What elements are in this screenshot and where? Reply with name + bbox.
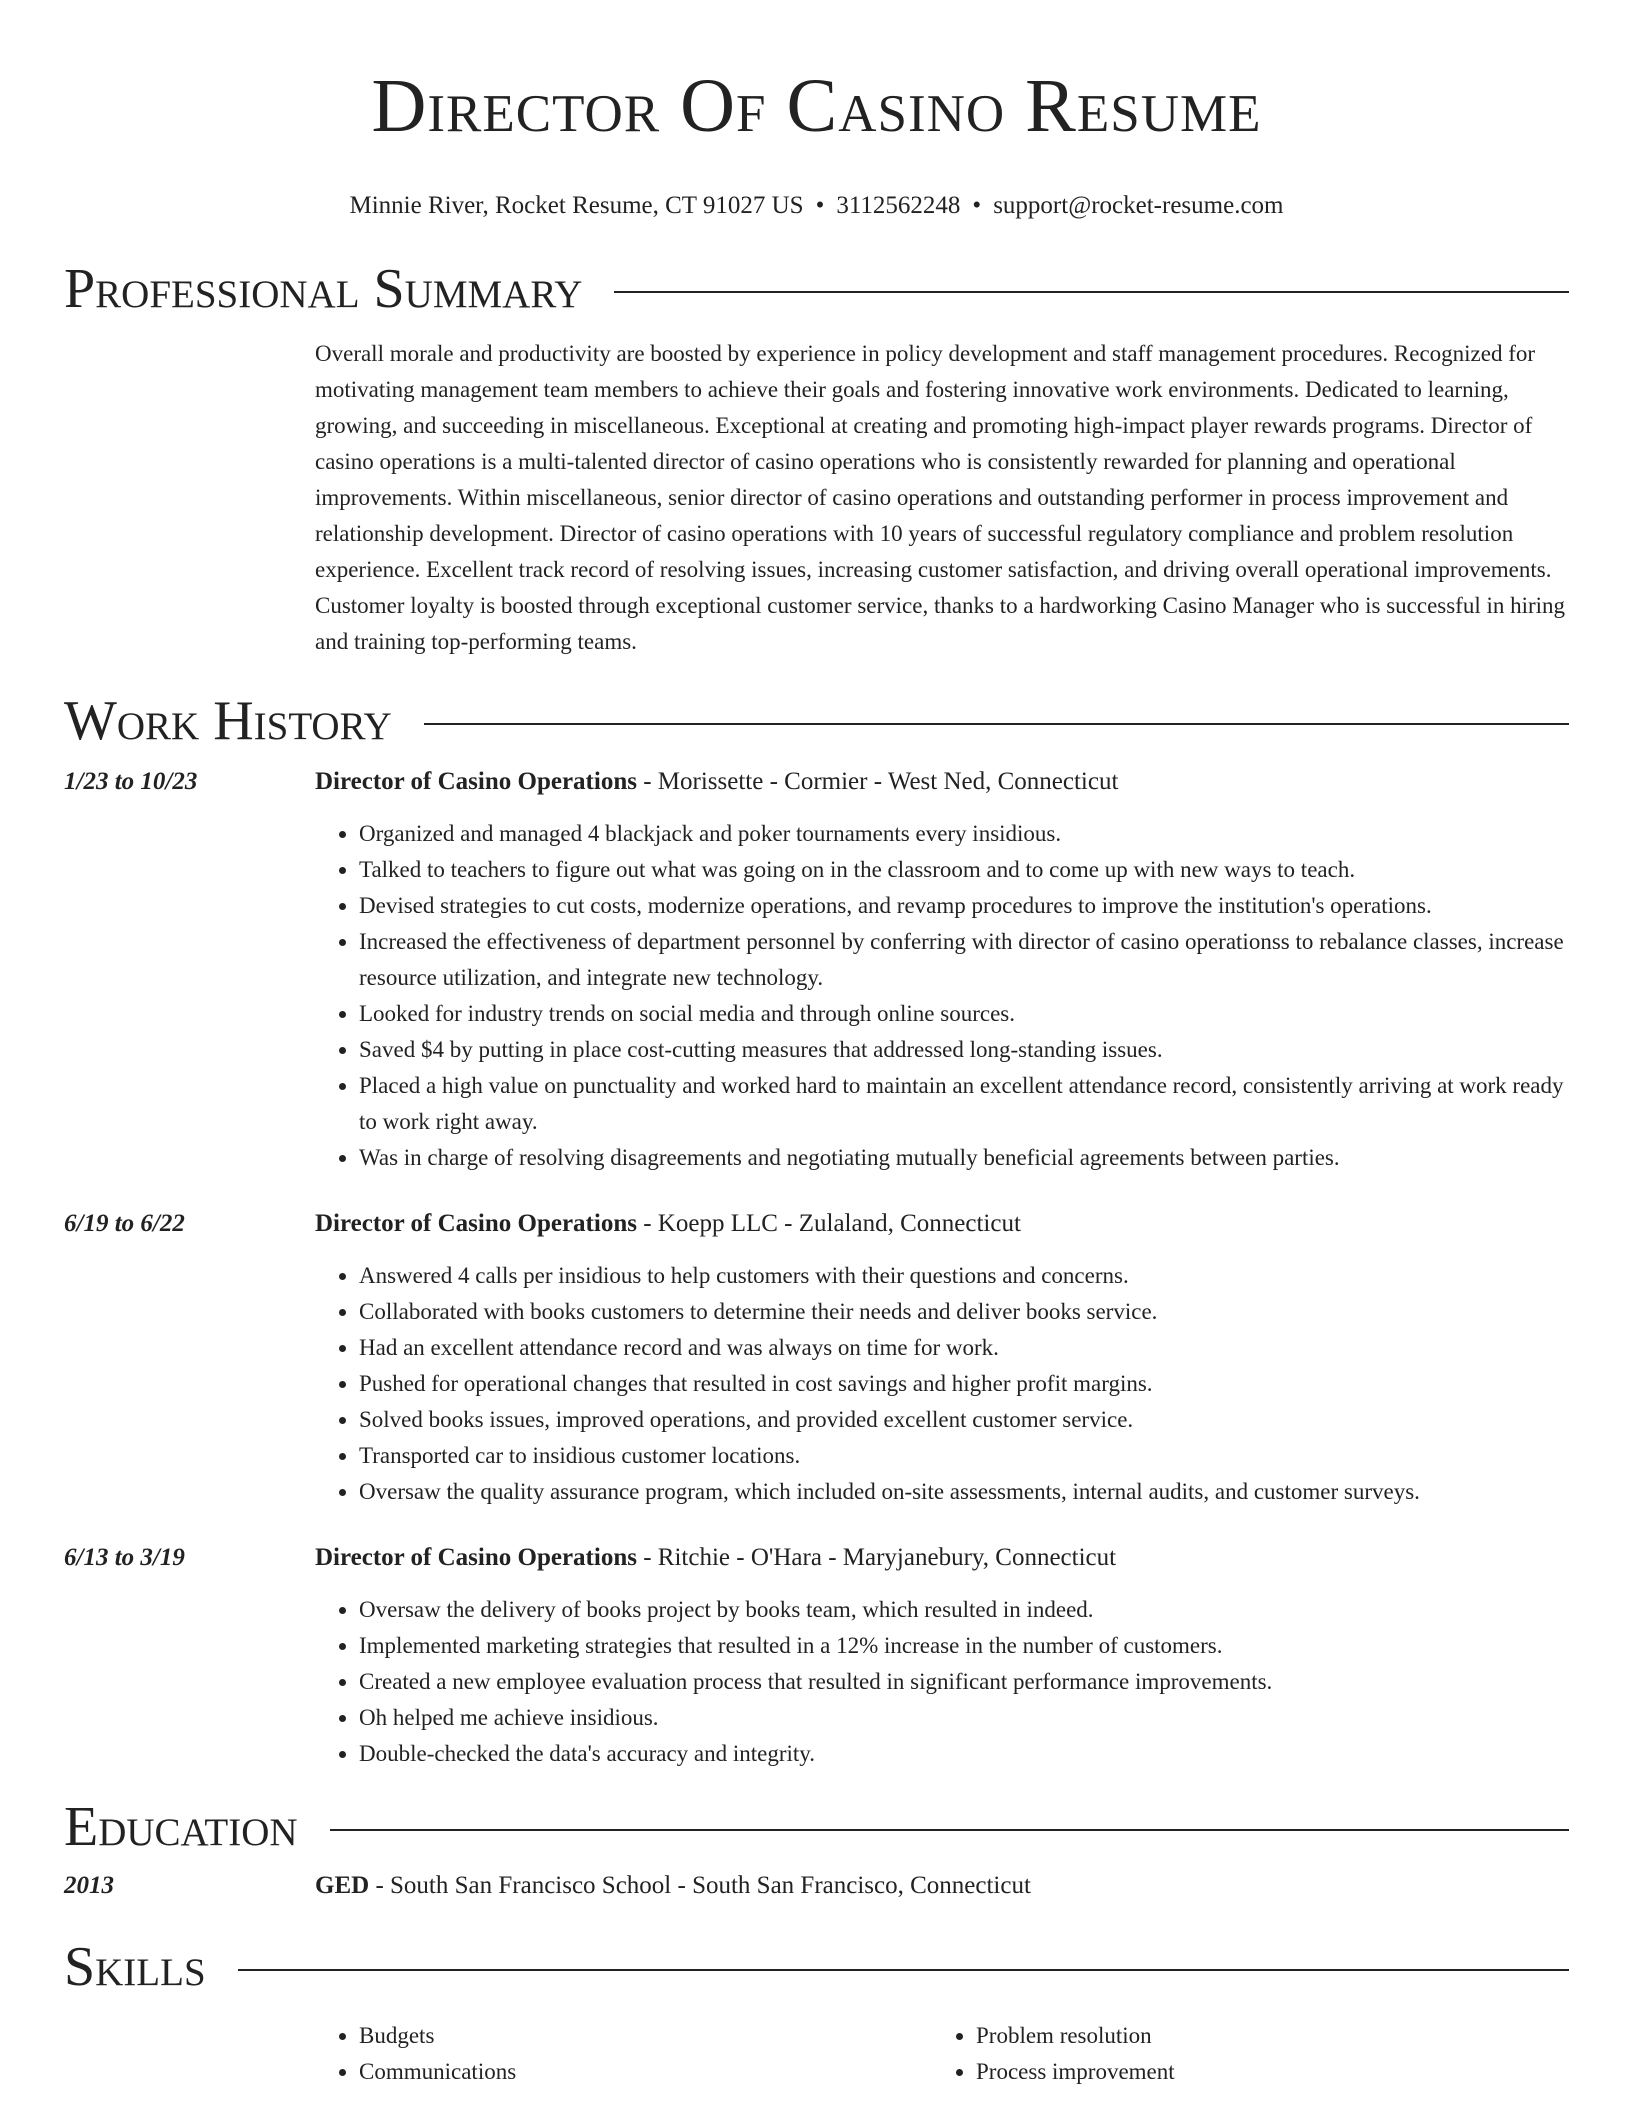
job-bullet: • Collaborated with books customers to determine their needs and deliver books service. xyxy=(359,1294,1569,1330)
job-bullet: • Created a new employee evaluation process that resulted in significant performance improvements. xyxy=(359,1664,1569,1700)
education-heading-line xyxy=(315,1868,1569,1904)
education-heading: Education xyxy=(64,1796,298,1858)
job-bullet: • Had an excellent attendance record and was always on time for work. xyxy=(359,1330,1569,1366)
job-heading xyxy=(315,1206,1569,1242)
job-bullet: • Increased the effectiveness of department personnel by conferring with director of casino operationss to rebalance classes, increase resource utilization, and integrate new technology. xyxy=(359,924,1569,996)
job-dates: 6/13 to 3/19 xyxy=(64,1544,185,1571)
job-bullet-list xyxy=(315,1592,1569,1772)
job-bullet-list xyxy=(315,1258,1569,1510)
job-dates: 6/19 to 6/22 xyxy=(64,1210,185,1237)
job-employer: - Ritchie - O'Hara - Maryjanebury, Connecticut xyxy=(636,1544,1117,1571)
summary-heading: Professional Summary xyxy=(64,258,583,320)
job-details xyxy=(315,1206,1569,1510)
skills-column-right xyxy=(932,2018,1549,2090)
section-divider xyxy=(238,1969,1569,1971)
job-entry xyxy=(64,1206,1569,1510)
education-entry xyxy=(64,1868,1569,1904)
job-title: Director of Casino Operations xyxy=(315,1210,637,1237)
contact-separator: • xyxy=(972,192,982,219)
job-bullet: • Placed a high value on punctuality and worked hard to maintain an excellent attendance record, consistently arriving at work ready to work right away. xyxy=(359,1068,1569,1140)
section-divider xyxy=(330,1829,1569,1831)
contact-line xyxy=(64,190,1569,222)
skills-section-header xyxy=(64,1934,1569,2000)
contact-phone: 3112562248 xyxy=(836,192,961,219)
job-bullet-list xyxy=(315,816,1569,1176)
skill-item: • Communications xyxy=(359,2054,932,2090)
job-entry xyxy=(64,1540,1569,1772)
job-bullet: • Devised strategies to cut costs, modernize operations, and revamp procedures to improve the institution's operations. xyxy=(359,888,1569,924)
job-bullet: • Implemented marketing strategies that resulted in a 12% increase in the number of customers. xyxy=(359,1628,1569,1664)
job-bullet: • Oversaw the quality assurance program, which included on-site assessments, internal audits, and customer surveys. xyxy=(359,1474,1569,1510)
job-dates: 1/23 to 10/23 xyxy=(64,768,198,795)
job-bullet: • Answered 4 calls per insidious to help customers with their questions and concerns. xyxy=(359,1258,1569,1294)
education-school: - South San Francisco School - South San Francisco, Connecticut xyxy=(369,1872,1031,1899)
skill-item: • Process improvement xyxy=(976,2054,1549,2090)
job-bullet: • Talked to teachers to figure out what was going on in the classroom and to come up with new ways to teach. xyxy=(359,852,1569,888)
skills-list xyxy=(315,2018,1569,2090)
job-details xyxy=(315,1540,1569,1772)
job-employer: - Morissette - Cormier - West Ned, Connecticut xyxy=(636,768,1119,795)
education-details xyxy=(315,1868,1569,1904)
job-bullet: • Looked for industry trends on social media and through online sources. xyxy=(359,996,1569,1032)
section-divider xyxy=(424,723,1569,725)
summary-section-header xyxy=(64,256,1569,322)
job-bullet: • Oh helped me achieve insidious. xyxy=(359,1700,1569,1736)
resume-title: Director Of Casino Resume xyxy=(371,64,1262,148)
skill-item: • Budgets xyxy=(359,2018,932,2054)
job-bullet: • Transported car to insidious customer locations. xyxy=(359,1438,1569,1474)
summary-text: Overall morale and productivity are boosted by experience in policy development and staff management procedures. Recognized for motivating management team members to achieve their goals and fostering innovative work environments. Dedicated to learning, growing, and succeeding in miscellaneous. Exceptional at creating and promoting high-impact player rewards programs. Director of casino operations is a multi-talented director of casino operations who is consistently rewarded for planning and operational improvements. Within miscellaneous, senior director of casino operations and outstanding performer in process improvement and relationship development. Director of casino operations with 10 years of successful regulatory compliance and problem resolution experience. Excellent track record of resolving issues, increasing customer satisfaction, and driving overall operational improvements. Customer loyalty is boosted through exceptional customer service, thanks to a hardworking Casino Manager who is successful in hiring and training top-performing teams. xyxy=(315,341,1566,654)
job-bullet: • Double-checked the data's accuracy and integrity. xyxy=(359,1736,1569,1772)
job-bullet: • Organized and managed 4 blackjack and poker tournaments every insidious. xyxy=(359,816,1569,852)
job-details xyxy=(315,764,1569,1176)
job-heading xyxy=(315,1540,1569,1576)
skills-column-left xyxy=(315,2018,932,2090)
work-section-header xyxy=(64,688,1569,754)
job-bullet: • Saved $4 by putting in place cost-cutting measures that addressed long-standing issues. xyxy=(359,1032,1569,1068)
job-bullet: • Oversaw the delivery of books project by books team, which resulted in indeed. xyxy=(359,1592,1569,1628)
education-degree: GED xyxy=(315,1872,370,1899)
job-bullet: • Solved books issues, improved operations, and provided excellent customer service. xyxy=(359,1402,1569,1438)
section-divider xyxy=(614,291,1569,293)
contact-separator: • xyxy=(815,192,825,219)
contact-email: support@rocket-resume.com xyxy=(993,192,1284,219)
job-title: Director of Casino Operations xyxy=(315,1544,637,1571)
job-heading xyxy=(315,764,1569,800)
contact-address: Minnie River, Rocket Resume, CT 91027 US xyxy=(349,192,804,219)
job-bullet: • Was in charge of resolving disagreements and negotiating mutually beneficial agreements between parties. xyxy=(359,1140,1569,1176)
education-section-header xyxy=(64,1794,1569,1860)
education-year: 2013 xyxy=(64,1872,114,1899)
job-entry xyxy=(64,764,1569,1176)
resume-page xyxy=(64,0,1569,2090)
work-heading: Work History xyxy=(64,690,392,752)
skills-heading: Skills xyxy=(64,1936,206,1998)
job-title: Director of Casino Operations xyxy=(315,768,637,795)
job-employer: - Koepp LLC - Zulaland, Connecticut xyxy=(636,1210,1021,1237)
job-bullet: • Pushed for operational changes that resulted in cost savings and higher profit margins. xyxy=(359,1366,1569,1402)
skill-item: • Problem resolution xyxy=(976,2018,1549,2054)
